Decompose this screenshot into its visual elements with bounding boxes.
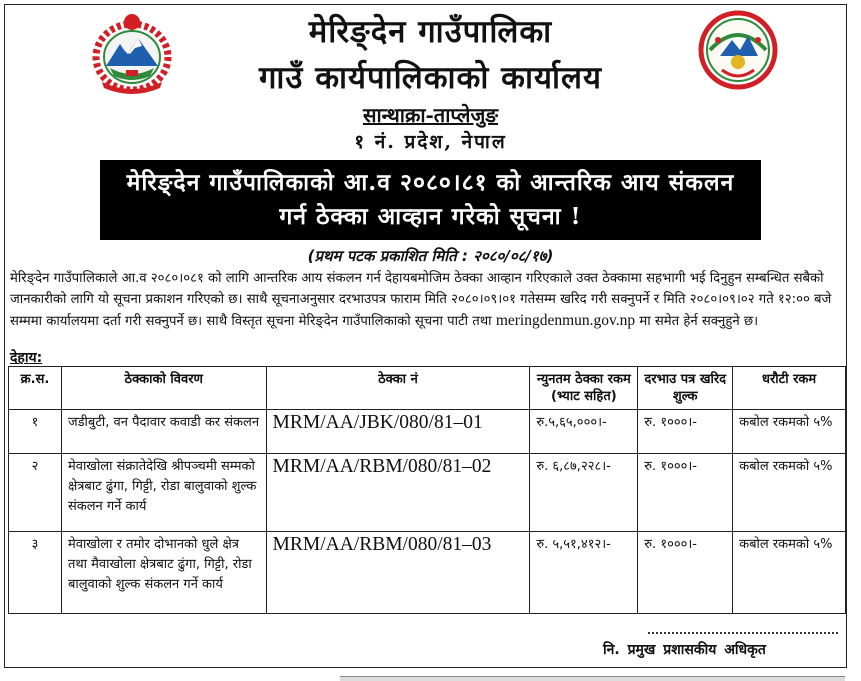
office-location: सान्थाक्रा-ताप्लेजुङ [362, 103, 499, 127]
row-tender-no: MRM/AA/RBM/080/81–03 [266, 532, 530, 614]
signatory-title: नि. प्रमुख प्रशासकीय अधिकृत [603, 642, 766, 658]
website-link[interactable]: meringdenmun.gov.np [495, 312, 636, 329]
tender-table [8, 366, 846, 614]
row-min-amount: रु.५,६५,०००।- [530, 410, 638, 454]
schedule-label: देहाय: [10, 350, 43, 366]
table-row [9, 532, 846, 614]
banner-line-1: मेरिङ्देन गाउँपालिकाको आ.व २०८०।८१ को आन्तरिक आय संकलन [126, 169, 735, 196]
col-header-tender-no: ठेक्का नं [266, 367, 530, 410]
notice-body-tail: मा समेत हेर्न सक्नुहुने छ। [639, 314, 759, 329]
col-header-deposit: धरौटी रकम [733, 367, 846, 410]
notice-body [10, 268, 840, 332]
office-subtitle: गाउँ कार्यपालिकाको कार्यालय [258, 60, 603, 96]
row-description: जडीबुटी, वन पैदावार कवाडी कर संकलन [61, 410, 266, 454]
row-description: मेवाखोला र तमोर दोभानको धुले क्षेत्र तथा मैवाखोला क्षेत्रबाट ढुंगा, गिट्टी, रोडा बालुवाको शुल्क संकलन गर्ने कार्य [61, 532, 266, 614]
notice-banner [100, 160, 761, 240]
table-header-row [9, 367, 846, 410]
row-bid-fee: रु. १०००।- [638, 454, 733, 532]
row-min-amount: रु. ६,८७,२२८।- [530, 454, 638, 532]
row-min-amount: रु. ५,५१,४१२।- [530, 532, 638, 614]
col-header-description: ठेक्काको विवरण [61, 367, 266, 410]
col-header-bid-fee: दरभाउ पत्र खरिद शुल्क [638, 367, 733, 410]
row-sn: २ [9, 454, 62, 532]
office-title: मेरिङ्देन गाउँपालिका [308, 14, 553, 50]
row-deposit: कबोल रकमको ५% [733, 410, 846, 454]
row-tender-no: MRM/AA/RBM/080/81–02 [266, 454, 530, 532]
row-deposit: कबोल रकमको ५% [733, 454, 846, 532]
table-row [9, 454, 846, 532]
row-bid-fee: रु. १०००।- [638, 532, 733, 614]
row-description: मेवाखोला संक्रातेदेखि श्रीपञ्चमी सम्मको क्षेत्रबाट ढुंगा, गिट्टी, रोडा बालुवाको शुल्क संकलन गर्ने कार्य [61, 454, 266, 532]
banner-line-2: गर्न ठेक्का आव्हान गरेको सूचना ! [279, 203, 582, 230]
row-sn: १ [9, 410, 62, 454]
row-tender-no: MRM/AA/JBK/080/81–01 [266, 410, 530, 454]
signature-line [648, 632, 838, 634]
page-bottom-strip [340, 676, 845, 681]
row-sn: ३ [9, 532, 62, 614]
notice-body-text: मेरिङ्देन गाउँपालिकाले आ.व २०८०।०८१ को लागि आन्तरिक आय संकलन गर्न देहायबमोजिम ठेक्का आव्हान गरिएकाले उक्त ठेक्कामा सहभागी भई दिनुहुन सम्बन्धित सबैको जानकारीको लागि यो सूचना प्रकाशन गरिएको छ। साथै सूचनाअनुसार दरभाउपत्र फाराम मिति २०८०।०९।०१ गतेसम्म खरिद गरी सक्नुपर्ने र मिति २०८०।०९।०२ गते १२:०० बजे सम्ममा कार्यालयमा दर्ता गरी सक्नुपर्ने छ। साथै विस्तृत सूचना मेरिङ्देन गाउँपालिकाको सूचना पाटी तथा [10, 271, 832, 329]
office-province: १ नं. प्रदेश, नेपाल [354, 131, 507, 153]
row-bid-fee: रु. १०००।- [638, 410, 733, 454]
col-header-sn: क्र.स. [9, 367, 62, 410]
published-date: (प्रथम पटक प्रकाशित मिति : २०८०/०८/१७) [307, 247, 554, 265]
row-deposit: कबोल रकमको ५% [733, 532, 846, 614]
table-row [9, 410, 846, 454]
col-header-min-amount: न्युनतम ठेक्का रकम (भ्याट सहित) [530, 367, 638, 410]
